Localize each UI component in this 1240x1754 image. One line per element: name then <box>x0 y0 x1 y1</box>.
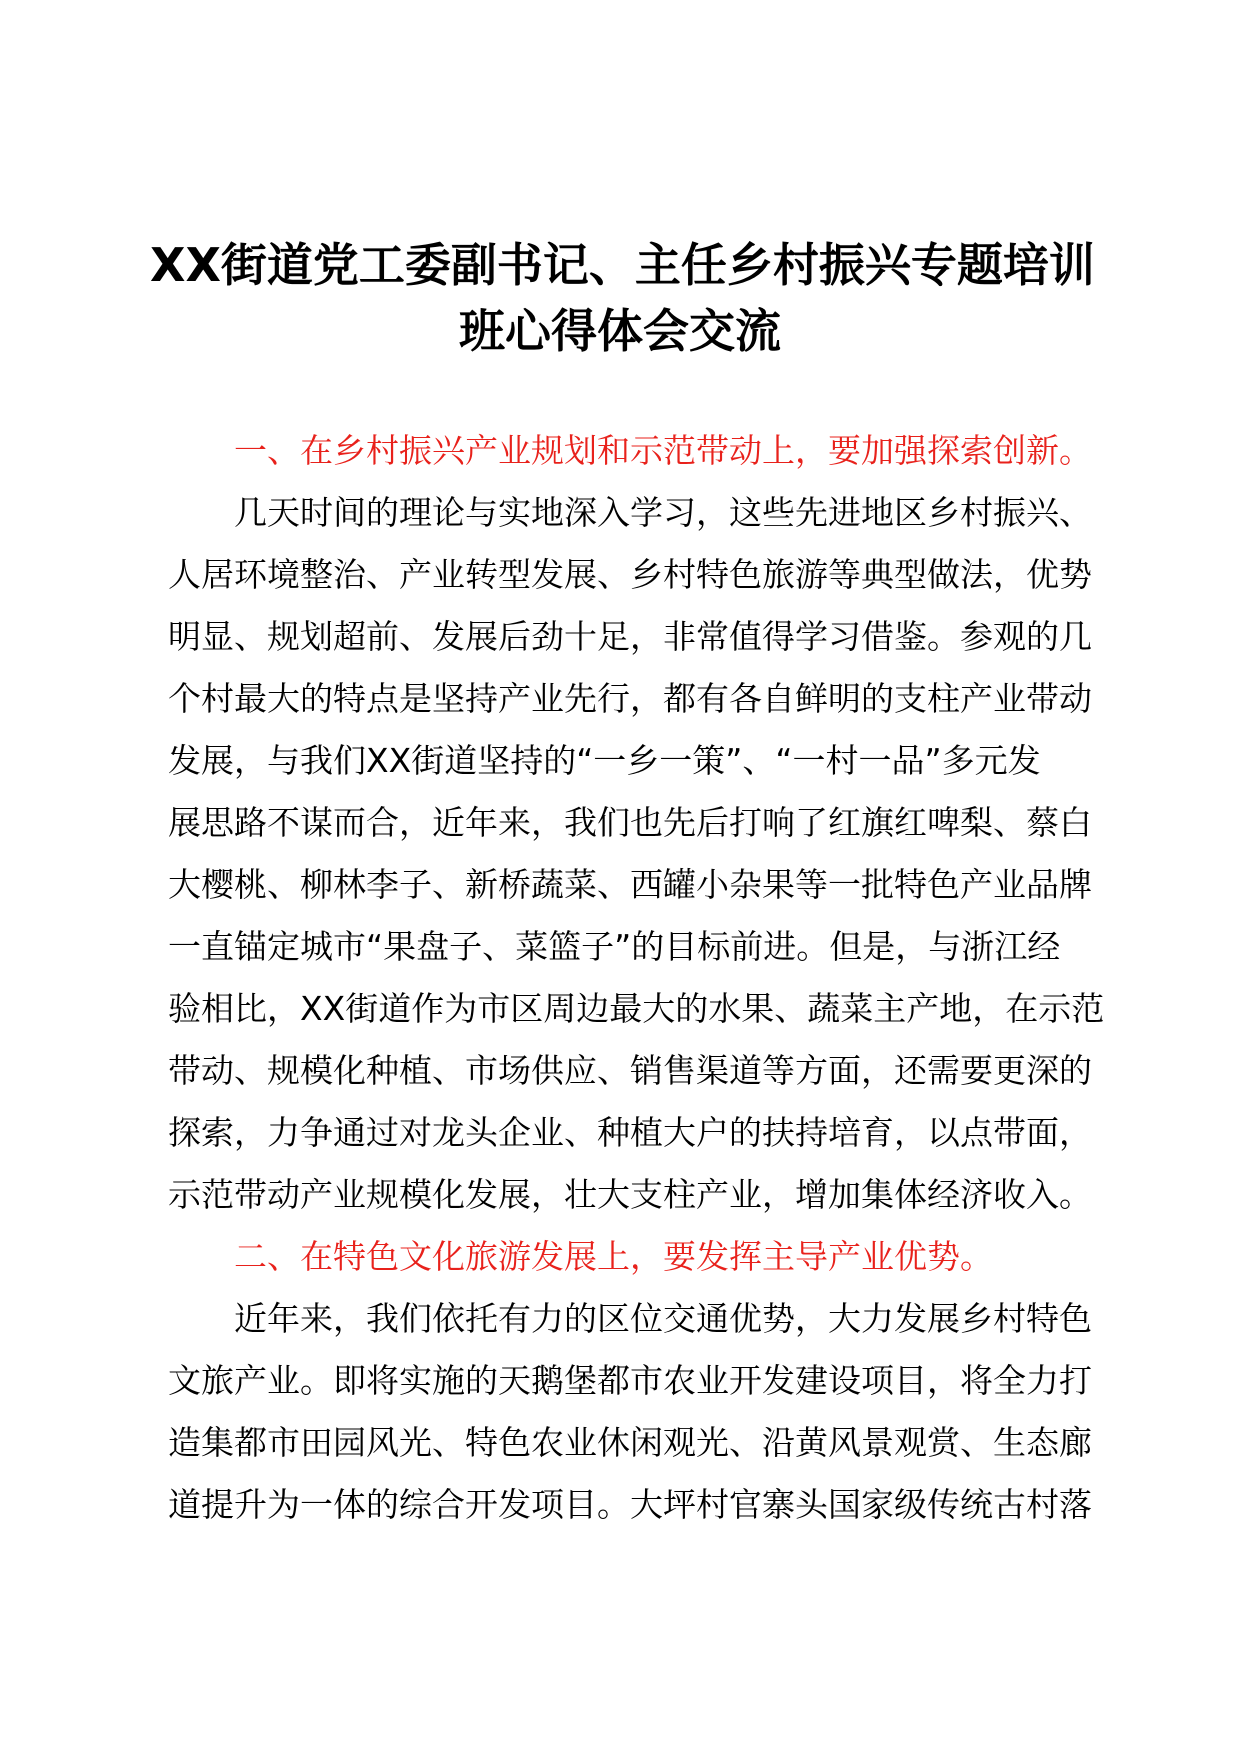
title-line-1: XX街道党工委副书记、主任乡村振兴专题培训 <box>150 238 1095 292</box>
section-heading-1: 一、在乡村振兴产业规划和示范带动上，要加强探索创新。 <box>234 431 1092 470</box>
paragraph-line: 明显、规划超前、发展后劲十足，非常值得学习借鉴。参观的几 <box>168 617 1092 656</box>
paragraph-line: 几天时间的理论与实地深入学习，这些先进地区乡村振兴、 <box>234 493 1092 532</box>
paragraph-line: 发展，与我们XX街道坚持的“一乡一策”、“一村一品”多元发 <box>168 741 1041 780</box>
paragraph-line: 展思路不谋而合，近年来，我们也先后打响了红旗红啤梨、蔡白 <box>168 803 1092 842</box>
paragraph-line: 近年来，我们依托有力的区位交通优势，大力发展乡村特色 <box>234 1299 1092 1338</box>
paragraph-line: 验相比，XX街道作为市区周边最大的水果、蔬菜主产地，在示范 <box>168 989 1105 1028</box>
paragraph-line: 一直锚定城市“果盘子、菜篮子”的目标前进。但是，与浙江经 <box>168 927 1061 966</box>
title-line-2: 班心得体会交流 <box>459 304 781 358</box>
paragraph-line: 探索，力争通过对龙头企业、种植大户的扶持培育，以点带面， <box>168 1113 1092 1152</box>
paragraph-line: 个村最大的特点是坚持产业先行，都有各自鲜明的支柱产业带动 <box>168 679 1092 718</box>
section-heading-2: 二、在特色文化旅游发展上，要发挥主导产业优势。 <box>234 1237 993 1276</box>
paragraph-line: 带动、规模化种植、市场供应、销售渠道等方面，还需要更深的 <box>168 1051 1092 1090</box>
paragraph-line: 大樱桃、柳林李子、新桥蔬菜、西罐小杂果等一批特色产业品牌 <box>168 865 1092 904</box>
paragraph-line: 示范带动产业规模化发展，壮大支柱产业，增加集体经济收入。 <box>168 1175 1092 1214</box>
document-title <box>150 232 1095 364</box>
paragraph-line: 造集都市田园风光、特色农业休闲观光、沿黄风景观赏、生态廊 <box>168 1423 1092 1462</box>
paragraph-line: 文旅产业。即将实施的天鹅堡都市农业开发建设项目，将全力打 <box>168 1361 1092 1400</box>
document-body <box>168 420 1108 1536</box>
paragraph-line: 人居环境整治、产业转型发展、乡村特色旅游等典型做法，优势 <box>168 555 1092 594</box>
paragraph-line: 道提升为一体的综合开发项目。大坪村官寨头国家级传统古村落 <box>168 1485 1092 1524</box>
